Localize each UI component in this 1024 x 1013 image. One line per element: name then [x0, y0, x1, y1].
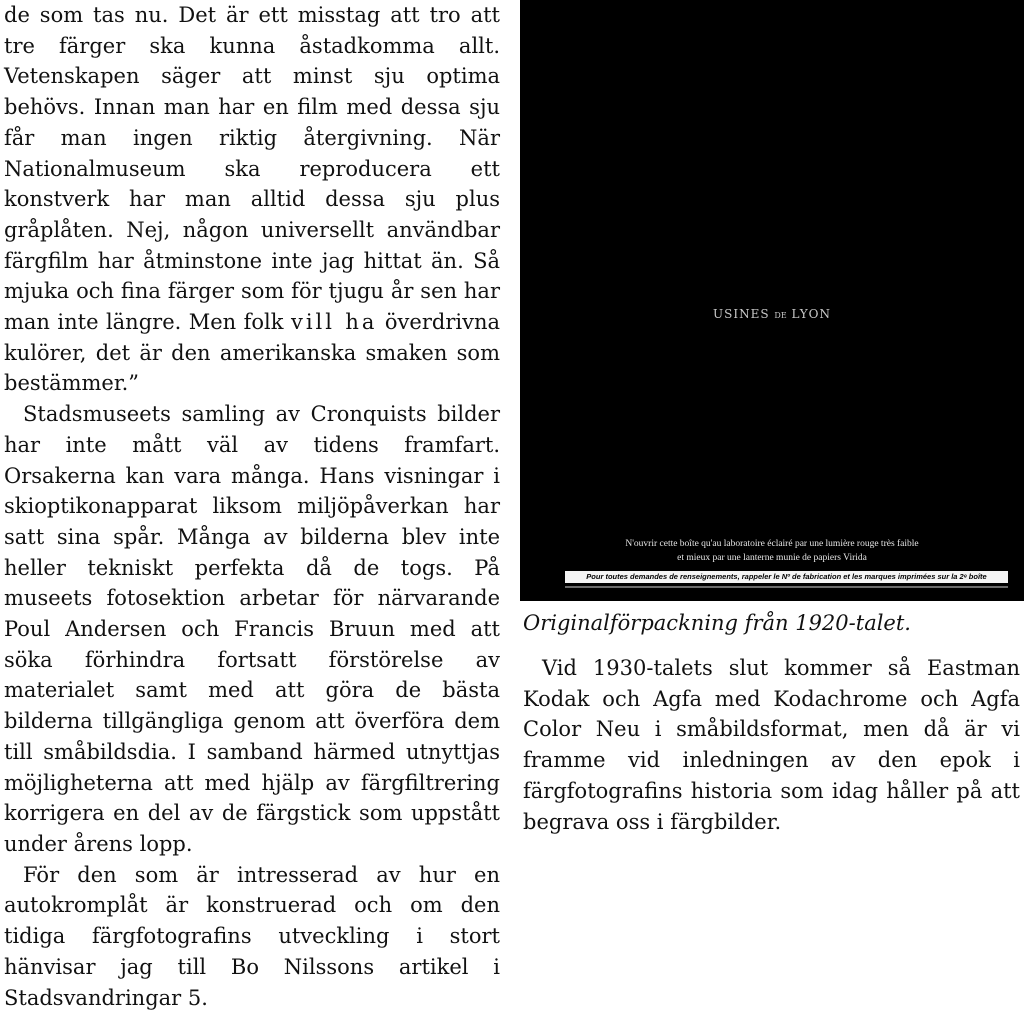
paragraph-stadsmuseet: Stadsmuseets samling av Cronquists bilder har inte mått väl av tidens framfart. Orsakerna kan vara många. Hans visningar i skioptikonapparat liksom miljöpåverkan har satt sina spår. Många av bilderna blev inte heller tekniskt perfekta då de togs. På museets fotosektion arbetar för närvarande Poul Andersen och Francis Bruun med att söka förhindra fortsatt förstörelse av materialet samt med att göra de bästa bilderna tillgängliga genom att överföra dem till småbildsdia. I samband härmed utnyttjas möjligheterna att med hjälp av färgfiltrering korrigera en del av de färgstick som uppstått under årens lopp. — [4, 402, 500, 856]
brand-label — [520, 307, 1024, 321]
emphasis-text: vill ha — [290, 310, 378, 335]
paragraph-kodachrome: Vid 1930-talets slut kommer så Eastman Kodak och Agfa med Kodachrome och Agfa Color Neu i småbildsformat, men då är vi framme vid inledningen av den epok i färgfotografins historia som idag håller på att begrava oss i färgbilder. — [523, 656, 1020, 834]
notice-line-2: et mieux par une lanterne munie de papiers Virida — [677, 553, 867, 563]
brand-usines: USINES — [713, 307, 770, 321]
package-notice — [520, 537, 1024, 565]
paragraph-quote-end — [4, 0, 500, 399]
paragraph-text: de som tas nu. Det är ett misstag att tro att tre färger ska kunna åstadkomma allt. Vetenskapen säger att minst sju optima behövs. Innan man har en film med dessa sju får man ingen riktig återgivning. När Nationalmuseum ska reproducera ett konstverk har man alltid dessa sju plus gråplåten. Nej, någon universellt användbar färgfilm har åtminstone inte jag hittat än. Så mjuka och fina färger som för tjugu år sen har man inte längre. Men folk — [4, 3, 500, 335]
paragraph-autokrom: För den som är intresserad av hur en autokromplåt är konstruerad och om den tidiga färgfotografins utveckling i stort hänvisar jag till Bo Nilssons artikel i Stadsvandringar 5. — [4, 862, 500, 1010]
brand-lyon: LYON — [791, 307, 831, 321]
brand-de: DE — [774, 311, 787, 320]
right-text-column — [523, 653, 1020, 837]
notice-rule — [565, 586, 1008, 588]
packaging-photo — [520, 0, 1024, 601]
photo-caption: Originalförpackning från 1920-talet. — [523, 611, 911, 635]
left-text-column — [4, 0, 500, 1013]
notice-bar: Pour toutes demandes de renseignements, rappeler le Nº de fabrication et les marques imprimées sur la 2ᵉ boîte — [565, 571, 1008, 583]
paragraph-text-end: överdrivna kulörer, det är den amerikanska smaken som bestämmer.” — [4, 310, 500, 396]
notice-line-1: N'ouvrir cette boîte qu'au laboratoire éclairé par une lumière rouge très faible — [625, 539, 919, 549]
